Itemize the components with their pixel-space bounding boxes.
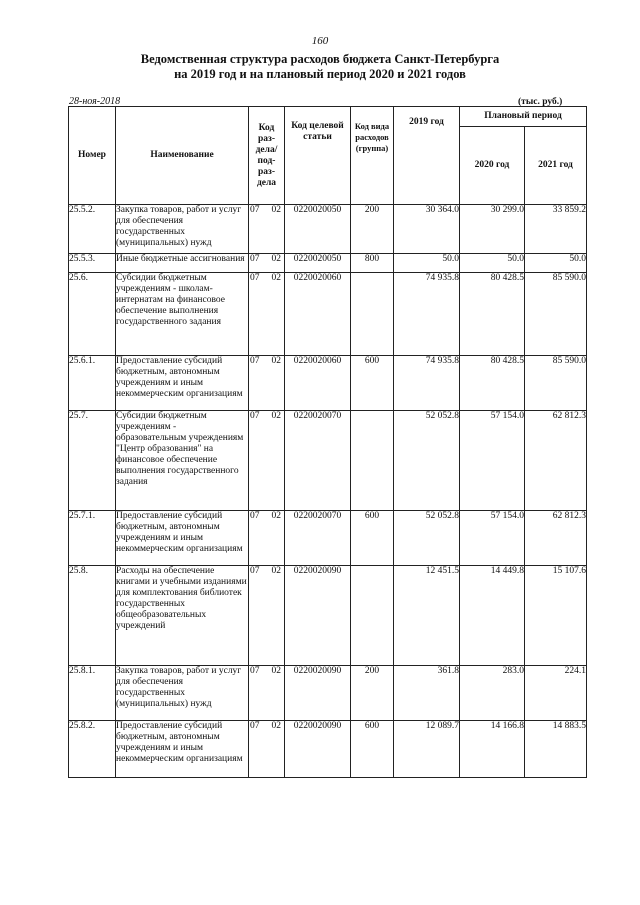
row-name: Предоставление субсидий бюджетным, автономным учреждениям и иным некоммерческим организациям xyxy=(116,721,249,778)
row-amount-2019: 52 052.8 xyxy=(394,511,460,566)
units-label: (тыс. руб.) xyxy=(518,97,563,107)
row-razdel xyxy=(249,356,285,411)
row-number: 25.5.2. xyxy=(69,205,116,254)
row-amount-2019: 74 935.8 xyxy=(394,273,460,356)
row-razdel xyxy=(249,205,285,254)
header-number: Номер xyxy=(69,107,116,205)
row-podrazdel-code: 02 xyxy=(271,511,281,521)
row-razdel xyxy=(249,511,285,566)
row-number: 25.8.1. xyxy=(69,666,116,721)
row-amount-2021: 62 812.3 xyxy=(525,511,587,566)
budget-table xyxy=(68,106,587,778)
row-celevoy: 0220020060 xyxy=(285,273,351,356)
row-celevoy: 0220020070 xyxy=(285,511,351,566)
row-number: 25.6. xyxy=(69,273,116,356)
row-celevoy: 0220020050 xyxy=(285,254,351,273)
row-amount-2020: 80 428.5 xyxy=(460,273,525,356)
row-amount-2019: 30 364.0 xyxy=(394,205,460,254)
row-vid: 600 xyxy=(351,511,394,566)
row-podrazdel-code: 02 xyxy=(271,566,281,576)
row-amount-2021: 15 107.6 xyxy=(525,566,587,666)
row-celevoy: 0220020090 xyxy=(285,666,351,721)
row-number: 25.8.2. xyxy=(69,721,116,778)
row-celevoy: 0220020060 xyxy=(285,356,351,411)
row-razdel-code: 07 xyxy=(250,511,260,521)
table-row xyxy=(69,566,587,666)
row-number: 25.6.1. xyxy=(69,356,116,411)
row-amount-2020: 57 154.0 xyxy=(460,511,525,566)
row-amount-2019: 74 935.8 xyxy=(394,356,460,411)
row-vid xyxy=(351,273,394,356)
document-date: 28-ноя-2018 xyxy=(69,96,121,107)
row-name: Субсидии бюджетным учреждениям - образовательным учреждениям "Центр образования" на финансовое обеспечение выполнения государственного задания xyxy=(116,411,249,511)
header-razdel xyxy=(249,107,285,205)
row-razdel xyxy=(249,273,285,356)
row-razdel-code: 07 xyxy=(250,205,260,215)
row-vid: 200 xyxy=(351,666,394,721)
row-amount-2021: 14 883.5 xyxy=(525,721,587,778)
header-vid: Код вида расходов (группа) xyxy=(351,107,394,205)
row-razdel-code: 07 xyxy=(250,666,260,676)
row-name: Предоставление субсидий бюджетным, автономным учреждениям и иным некоммерческим организациям xyxy=(116,356,249,411)
table-row xyxy=(69,411,587,511)
row-razdel-code: 07 xyxy=(250,254,260,264)
row-amount-2020: 80 428.5 xyxy=(460,356,525,411)
row-amount-2020: 14 166.8 xyxy=(460,721,525,778)
header-2019: 2019 год xyxy=(394,107,460,205)
row-podrazdel-code: 02 xyxy=(271,254,281,264)
row-amount-2021: 33 859.2 xyxy=(525,205,587,254)
row-amount-2021: 62 812.3 xyxy=(525,411,587,511)
header-2021: 2021 год xyxy=(525,127,587,205)
row-celevoy: 0220020090 xyxy=(285,566,351,666)
row-razdel-code: 07 xyxy=(250,566,260,576)
table-body xyxy=(69,205,587,778)
row-amount-2021: 85 590.0 xyxy=(525,356,587,411)
row-razdel xyxy=(249,721,285,778)
header-plan-period: Плановый период xyxy=(460,107,587,127)
row-amount-2019: 52 052.8 xyxy=(394,411,460,511)
page-number: 160 xyxy=(311,35,329,47)
row-number: 25.7.1. xyxy=(69,511,116,566)
row-amount-2020: 57 154.0 xyxy=(460,411,525,511)
row-celevoy: 0220020090 xyxy=(285,721,351,778)
row-vid: 600 xyxy=(351,721,394,778)
row-vid: 800 xyxy=(351,254,394,273)
row-vid xyxy=(351,566,394,666)
row-amount-2020: 14 449.8 xyxy=(460,566,525,666)
row-vid xyxy=(351,411,394,511)
row-razdel-code: 07 xyxy=(250,411,260,421)
table-row xyxy=(69,356,587,411)
row-name: Закупка товаров, работ и услуг для обеспечения государственных (муниципальных) нужд xyxy=(116,205,249,254)
row-amount-2019: 12 089.7 xyxy=(394,721,460,778)
row-amount-2021: 50.0 xyxy=(525,254,587,273)
row-amount-2020: 283.0 xyxy=(460,666,525,721)
row-amount-2020: 50.0 xyxy=(460,254,525,273)
row-celevoy: 0220020070 xyxy=(285,411,351,511)
row-amount-2020: 30 299.0 xyxy=(460,205,525,254)
row-amount-2019: 12 451.5 xyxy=(394,566,460,666)
row-celevoy: 0220020050 xyxy=(285,205,351,254)
table-row xyxy=(69,511,587,566)
header-name: Наименование xyxy=(116,107,249,205)
row-razdel xyxy=(249,566,285,666)
row-vid: 200 xyxy=(351,205,394,254)
row-amount-2019: 361.8 xyxy=(394,666,460,721)
table-row xyxy=(69,666,587,721)
row-podrazdel-code: 02 xyxy=(271,721,281,731)
row-vid: 600 xyxy=(351,356,394,411)
table-row xyxy=(69,721,587,778)
header-celevoy: Код целевой статьи xyxy=(285,107,351,205)
row-razdel xyxy=(249,411,285,511)
row-razdel-code: 07 xyxy=(250,273,260,283)
row-razdel-code: 07 xyxy=(250,356,260,366)
row-razdel xyxy=(249,254,285,273)
row-amount-2019: 50.0 xyxy=(394,254,460,273)
row-name: Закупка товаров, работ и услуг для обеспечения государственных (муниципальных) нужд xyxy=(116,666,249,721)
row-podrazdel-code: 02 xyxy=(271,666,281,676)
row-podrazdel-code: 02 xyxy=(271,356,281,366)
row-number: 25.8. xyxy=(69,566,116,666)
header-2020: 2020 год xyxy=(460,127,525,205)
header-razdel-text: Код раз-дела/ под-раз-дела xyxy=(255,122,278,188)
row-podrazdel-code: 02 xyxy=(271,411,281,421)
row-name: Иные бюджетные ассигнования xyxy=(116,254,249,273)
row-number: 25.5.3. xyxy=(69,254,116,273)
row-amount-2021: 224.1 xyxy=(525,666,587,721)
title-line-2: на 2019 год и на плановый период 2020 и 2021 годов xyxy=(174,67,466,81)
title-line-1: Ведомственная структура расходов бюджета Санкт-Петербурга xyxy=(140,52,500,66)
row-name: Субсидии бюджетным учреждениям - школам-интернатам на финансовое обеспечение выполнения государственного задания xyxy=(116,273,249,356)
row-name: Расходы на обеспечение книгами и учебными изданиями для комплектования библиотек государственных общеобразовательных учреждений xyxy=(116,566,249,666)
row-number: 25.7. xyxy=(69,411,116,511)
table-row xyxy=(69,254,587,273)
row-podrazdel-code: 02 xyxy=(271,205,281,215)
row-podrazdel-code: 02 xyxy=(271,273,281,283)
row-razdel xyxy=(249,666,285,721)
row-name: Предоставление субсидий бюджетным, автономным учреждениям и иным некоммерческим организациям xyxy=(116,511,249,566)
document-title xyxy=(0,52,640,82)
row-amount-2021: 85 590.0 xyxy=(525,273,587,356)
table-row xyxy=(69,205,587,254)
table-row xyxy=(69,273,587,356)
row-razdel-code: 07 xyxy=(250,721,260,731)
